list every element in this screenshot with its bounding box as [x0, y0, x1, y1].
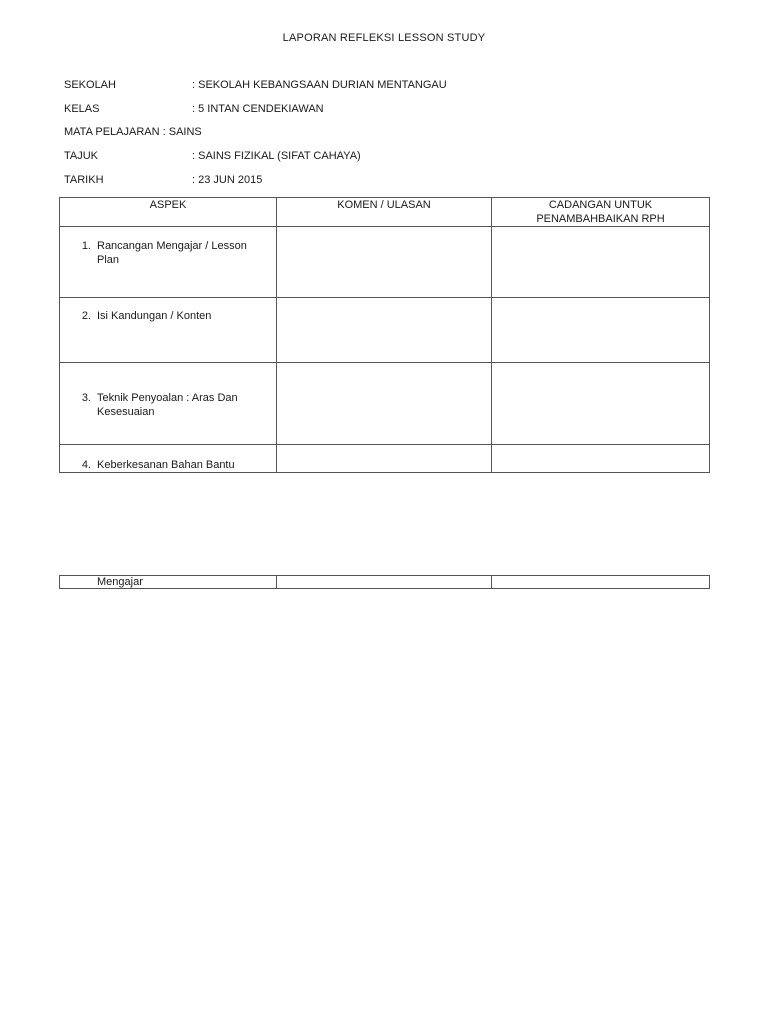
komen-cell[interactable]: [277, 576, 492, 589]
header-cadangan: [492, 198, 710, 227]
table-row: [60, 298, 710, 363]
info-row-mata-pelajaran: MATA PELAJARAN : SAINS: [64, 126, 202, 138]
header-cadangan-line2: PENAMBAHBAIKAN RPH: [536, 213, 665, 225]
komen-cell[interactable]: [277, 227, 492, 298]
sekolah-value: : SEKOLAH KEBANGSAAN DURIAN MENTANGAU: [192, 79, 447, 91]
aspect-text: [97, 391, 276, 419]
tajuk-label: TAJUK: [64, 150, 99, 162]
document-title: LAPORAN REFLEKSI LESSON STUDY: [282, 32, 486, 44]
tarikh-value: : 23 JUN 2015: [192, 174, 263, 186]
table-header-row: [60, 198, 710, 227]
aspect-number: 3.: [81, 392, 91, 404]
cadangan-cell[interactable]: [492, 445, 710, 473]
sekolah-label: SEKOLAH: [64, 79, 116, 91]
aspect-text-continuation: Mengajar: [97, 576, 143, 588]
tarikh-label: TARIKH: [64, 174, 104, 186]
aspect-cell: [60, 363, 277, 445]
aspect-text-line1: Keberkesanan Bahan Bantu: [97, 459, 235, 471]
reflection-table-continuation: [59, 575, 710, 589]
aspect-cell: [60, 298, 277, 363]
aspect-cell: [60, 445, 277, 473]
aspect-cell: [60, 576, 277, 589]
header-aspek: ASPEK: [60, 198, 277, 227]
komen-cell[interactable]: [277, 298, 492, 363]
komen-cell[interactable]: [277, 363, 492, 445]
table-row: [60, 227, 710, 298]
komen-cell[interactable]: [277, 445, 492, 473]
table-row: [60, 576, 710, 589]
cadangan-cell[interactable]: [492, 363, 710, 445]
table-row: [60, 363, 710, 445]
aspect-text-line1: Teknik Penyoalan : Aras Dan: [97, 392, 238, 404]
kelas-value: : 5 INTAN CENDEKIAWAN: [192, 103, 324, 115]
cadangan-cell[interactable]: [492, 227, 710, 298]
reflection-table: [59, 197, 710, 473]
aspect-number: 1.: [81, 240, 91, 252]
aspect-text-line1: Rancangan Mengajar / Lesson: [97, 240, 247, 252]
aspect-cell: [60, 227, 277, 298]
cadangan-cell[interactable]: [492, 576, 710, 589]
aspect-text: [97, 239, 276, 267]
aspect-number: 2.: [81, 310, 91, 322]
cadangan-cell[interactable]: [492, 298, 710, 363]
kelas-label: KELAS: [64, 103, 100, 115]
aspect-text-line1: Isi Kandungan / Konten: [97, 310, 212, 322]
tajuk-value: : SAINS FIZIKAL (SIFAT CAHAYA): [192, 150, 361, 162]
header-cadangan-line1: CADANGAN UNTUK: [548, 199, 653, 211]
aspect-text: [97, 309, 276, 323]
aspect-text-line2: Plan: [97, 254, 120, 266]
aspect-number: 4.: [81, 459, 91, 471]
table-row: [60, 445, 710, 473]
header-komen: KOMEN / ULASAN: [277, 198, 492, 227]
aspect-text: [97, 458, 276, 472]
aspect-text-line2: Kesesuaian: [97, 406, 155, 418]
